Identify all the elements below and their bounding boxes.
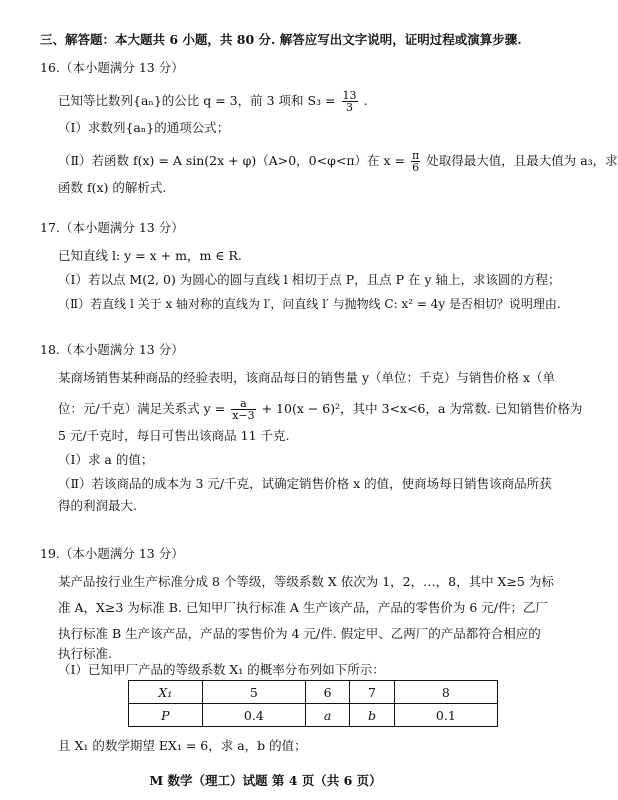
q19-part1: （Ⅰ）已知甲厂产品的等级系数 X₁ 的概率分布列如下所示： — [58, 662, 385, 677]
probability-table — [128, 680, 498, 727]
table-cell: b — [350, 704, 395, 727]
q18-number: 18.（本小题满分 13 分） — [40, 342, 184, 357]
q17-part2: （Ⅱ）若直线 l 关于 x 轴对称的直线为 l′，问直线 l′ 与抛物线 C: x² = 4y 是否相切？说明理由. — [58, 297, 561, 311]
section-header: 三、解答题：本大题共 6 小题，共 80 分. 解答应写出文字说明，证明过程或演算步骤. — [40, 32, 522, 47]
q18-stem2 — [58, 398, 582, 421]
table-cell: 0.1 — [394, 704, 497, 727]
table-cell: 7 — [350, 681, 395, 704]
q16-part2-fraction — [411, 150, 420, 173]
q18-part1: （Ⅰ）求 a 的值； — [58, 452, 154, 467]
table-cell: a — [305, 704, 349, 727]
q18-stem2-text: 位：元/千克）满足关系式 y = — [58, 401, 226, 416]
q17-part1: （Ⅰ）若以点 M(2, 0) 为圆心的圆与直线 l 相切于点 P，且点 P 在 y 轴上，求该圆的方程； — [58, 272, 561, 287]
table-row — [129, 681, 498, 704]
table-cell: 5 — [202, 681, 305, 704]
q16-part2-text-end: 处取得最大值，且最大值为 a₃，求 — [426, 153, 618, 168]
q16-part1: （Ⅰ）求数列{aₙ}的通项公式； — [58, 120, 230, 135]
q16-stem — [58, 90, 367, 113]
q16-part2-cont: 函数 f(x) 的解析式. — [58, 180, 167, 195]
q18-fraction — [231, 398, 255, 421]
q16-stem-text: 已知等比数列{aₙ}的公比 q = 3，前 3 项和 S₃ = — [58, 93, 336, 108]
q17-number: 17.（本小题满分 13 分） — [40, 220, 184, 235]
q18-part2: （Ⅱ）若该商品的成本为 3 元/千克，试确定销售价格 x 的值，使商场每日销售该商品所获 — [58, 476, 552, 491]
table-cell: 8 — [394, 681, 497, 704]
q18-stem2-end: + 10(x − 6)²，其中 3<x<6，a 为常数. 已知销售价格为 — [261, 401, 583, 416]
q16-fraction-den: 3 — [346, 101, 353, 114]
q19-stem1: 某产品按行业生产标准分成 8 个等级，等级系数 X 依次为 1，2，…，8，其中 X≥5 为标 — [58, 574, 554, 589]
q19-stem4: 执行标准. — [58, 646, 112, 661]
q16-fraction — [342, 90, 358, 113]
table-cell: 0.4 — [202, 704, 305, 727]
q16-part2-fraction-den: 6 — [412, 161, 420, 174]
q19-stem3: 执行标准 B 生产该产品，产品的零售价为 4 元/件. 假定甲、乙两厂的产品都符合相应的 — [58, 626, 541, 641]
q18-fraction-num: a — [231, 398, 255, 410]
q19-stem2: 准 A，X≥3 为标准 B. 已知甲厂执行标准 A 生产该产品，产品的零售价为 6 元/件；乙厂 — [58, 600, 548, 615]
q16-fraction-num: 13 — [342, 89, 357, 102]
q18-fraction-den: x−3 — [232, 409, 255, 422]
q18-stem3: 5 元/千克时，每日可售出该商品 11 千克. — [58, 428, 290, 443]
q16-part2 — [58, 150, 618, 173]
q18-part2-cont: 得的利润最大. — [58, 498, 137, 513]
table-cell: 6 — [305, 681, 349, 704]
table-cell: X₁ — [129, 681, 203, 704]
q16-stem-end: . — [363, 93, 368, 108]
page-footer: M 数学（理工）试题 第 4 页（共 6 页） — [149, 773, 382, 788]
table-cell: P — [129, 704, 203, 727]
q19-after-table: 且 X₁ 的数学期望 EX₁ = 6，求 a，b 的值； — [58, 738, 307, 753]
table-row — [129, 704, 498, 727]
q16-part2-text: （Ⅱ）若函数 f(x) = A sin(2x + φ)（A>0，0<φ<π）在 x = — [58, 153, 406, 168]
q18-stem1: 某商场销售某种商品的经验表明，该商品每日的销售量 y（单位：千克）与销售价格 x（单 — [58, 370, 556, 385]
q19-number: 19.（本小题满分 13 分） — [40, 546, 184, 561]
q17-stem: 已知直线 l: y = x + m，m ∈ R. — [58, 248, 242, 263]
q16-number: 16.（本小题满分 13 分） — [40, 60, 184, 75]
q16-part2-fraction-num: π — [412, 149, 420, 162]
